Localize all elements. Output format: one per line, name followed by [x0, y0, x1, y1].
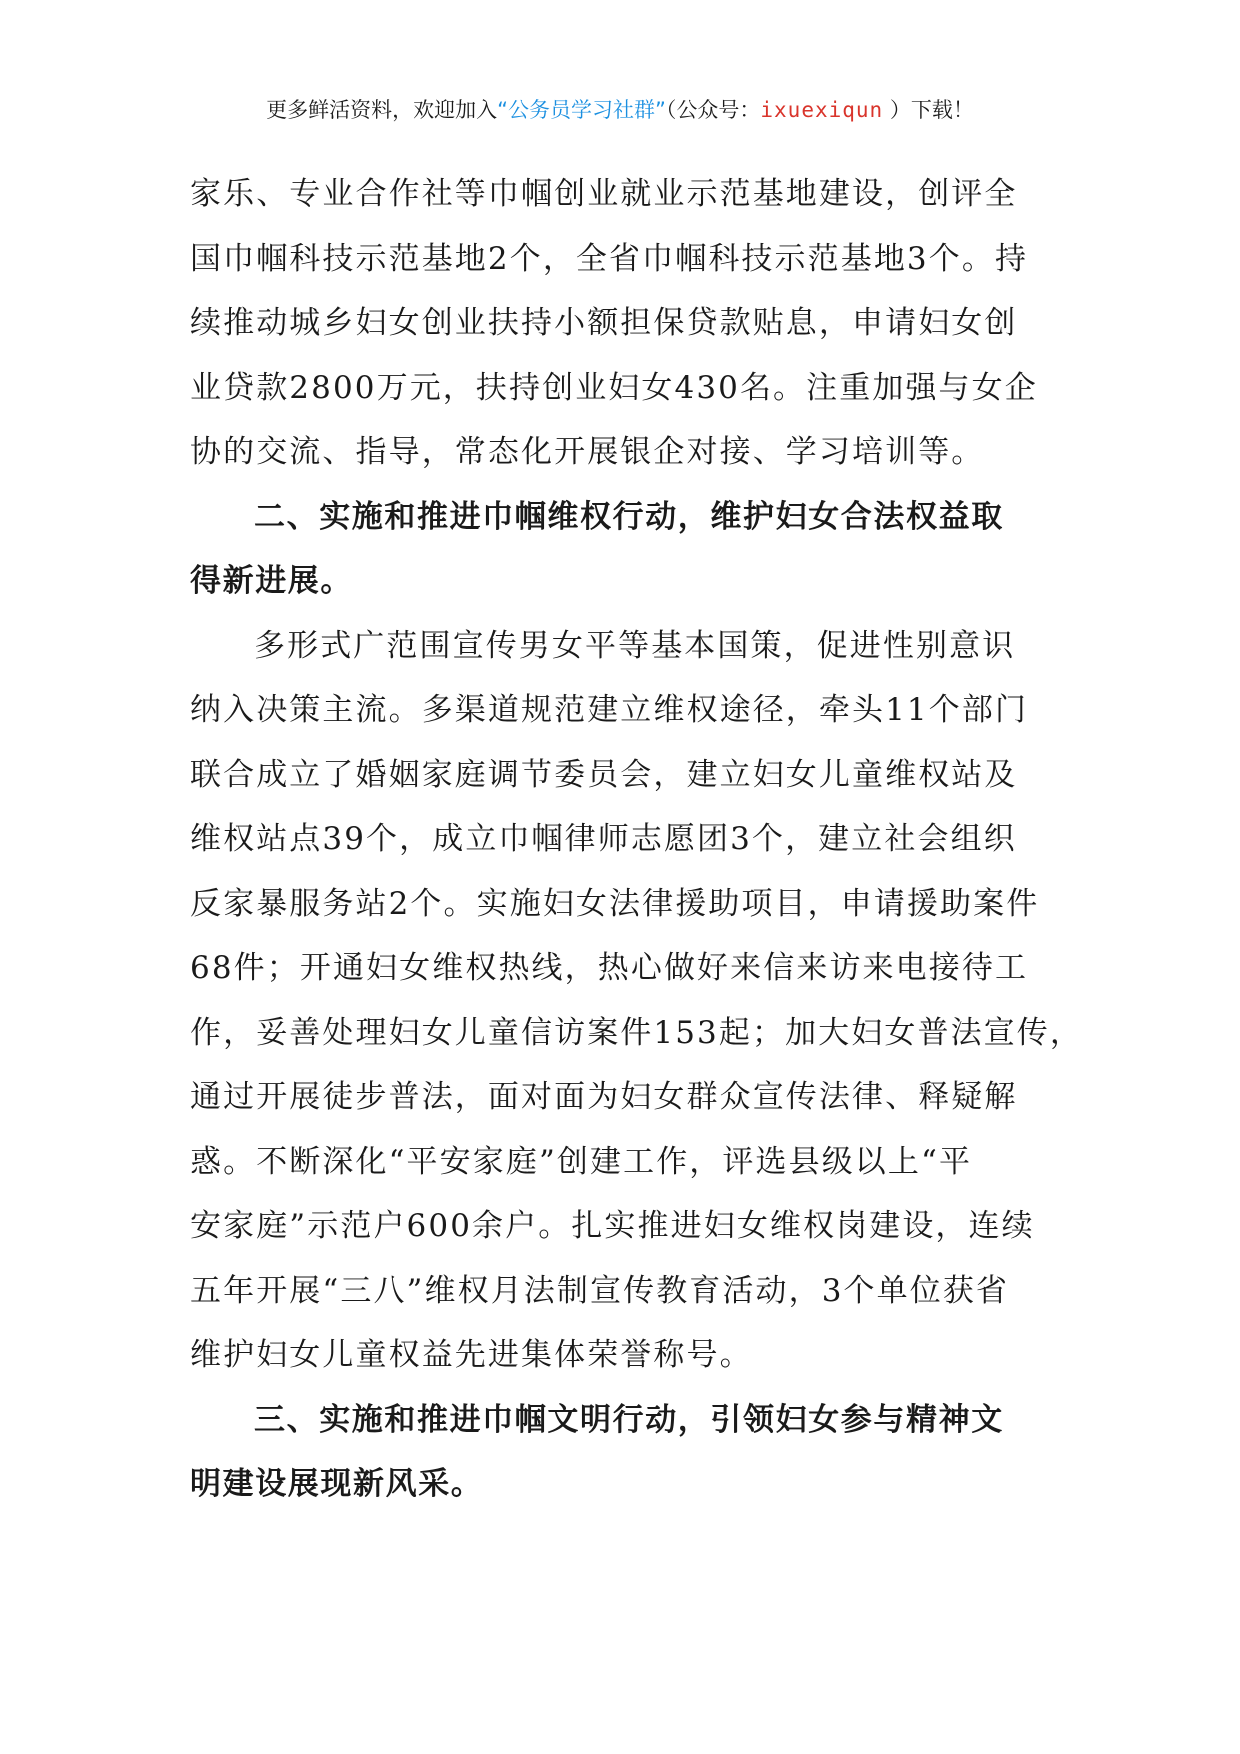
banner-suffix: ）下载！: [889, 98, 974, 122]
paragraph-line: 业贷款2800万元，扶持创业妇女430名。注重加强与女企: [190, 369, 1038, 406]
heading-line: 得新进展。: [190, 563, 353, 599]
paragraph-line: 安家庭”示范户600余户。扎实推进妇女维权岗建设，连续: [190, 1208, 1035, 1244]
paragraph-line: 68件；开通妇女维权热线，热心做好来信来访来电接待工: [190, 950, 1029, 986]
paragraph-rights: [190, 614, 1083, 1388]
paragraph-line: 作，妥善处理妇女儿童信访案件153起；加大妇女普法宣传，: [190, 1014, 1083, 1051]
paragraph-line: 五年开展“三八”维权月法制宣传教育活动，3个单位获省: [190, 1272, 1010, 1309]
banner-group-name: “公务员学习社群”: [497, 98, 666, 122]
section-heading-civility: [190, 1388, 1070, 1517]
document-body: [190, 162, 1083, 1517]
heading-line: 三、实施和推进巾帼文明行动，引领妇女参与精神文: [254, 1401, 1004, 1438]
paragraph-line: 国巾帼科技示范基地2个，全省巾帼科技示范基地3个。持: [190, 240, 1029, 277]
download-banner: [0, 95, 1240, 125]
paragraph-line: 维护妇女儿童权益先进集体荣誉称号。: [190, 1337, 753, 1373]
paragraph-line: 纳入决策主流。多渠道规范建立维权途径，牵头11个部门: [190, 692, 1029, 728]
paragraph-line: 家乐、专业合作社等巾帼创业就业示范基地建设，创评全: [190, 176, 1018, 212]
paragraph-line: 协的交流、指导，常态化开展银企对接、学习培训等。: [190, 434, 985, 470]
heading-line: 二、实施和推进巾帼维权行动，维护妇女合法权益取: [254, 498, 1004, 535]
paragraph-line: 反家暴服务站2个。实施妇女法律援助项目，申请援助案件: [190, 885, 1040, 922]
paragraph-line: 惑。不断深化“平安家庭”创建工作，评选县级以上“平: [190, 1143, 973, 1180]
section-heading-rights: [190, 485, 1070, 614]
banner-prefix: 更多鲜活资料，欢迎加入: [266, 98, 498, 122]
banner-account-id: ixuexiqun: [760, 98, 884, 122]
paragraph-line: 联合成立了婚姻家庭调节委员会，建立妇女儿童维权站及: [190, 756, 1018, 793]
paragraph-entrepreneurship: [190, 162, 1070, 485]
paragraph-line: 维权站点39个，成立巾帼律师志愿团3个，建立社会组织: [190, 821, 1017, 857]
paragraph-line: 多形式广范围宣传男女平等基本国策，促进性别意识: [254, 627, 1016, 664]
heading-line: 明建设展现新风采。: [190, 1466, 484, 1502]
banner-account-label: （公众号：: [665, 98, 761, 122]
paragraph-line: 续推动城乡妇女创业扶持小额担保贷款贴息，申请妇女创: [190, 305, 1018, 341]
paragraph-line: 通过开展徒步普法，面对面为妇女群众宣传法律、释疑解: [190, 1079, 1018, 1115]
